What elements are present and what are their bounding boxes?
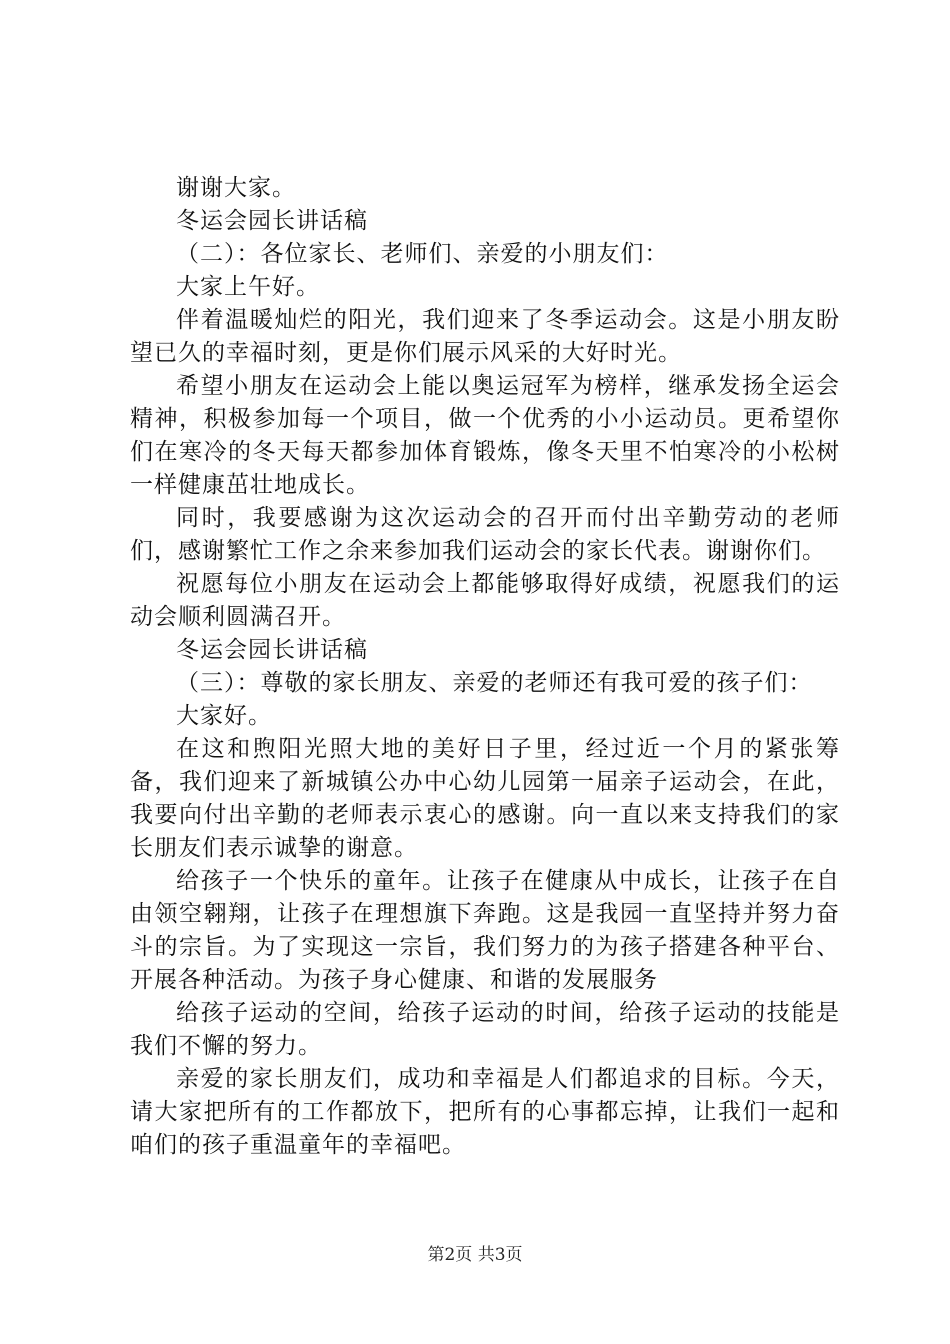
paragraph: 谢谢大家。 [176,175,296,201]
paragraph: 希望小朋友在运动会上能以奥运冠军为榜样，继承发扬全运会精神，积极参加每一个项目，做一个优秀的小小运动员。更希望你们在寒冷的冬天每天都参加体育锻炼，像冬天里不怕寒冷的小松树一样健康茁壮地成长。 [130,373,840,498]
page-number-footer: 第2页 共3页 [427,1245,523,1265]
section-subheading: （二）：各位家长、老师们、亲爱的小朋友们： [176,241,669,267]
paragraph: 大家好。 [176,703,272,729]
section-subheading: （三）：尊敬的家长朋友、亲爱的老师还有我可爱的孩子们： [176,670,813,696]
paragraph: 大家上午好。 [176,274,320,300]
document-body [130,172,840,1162]
paragraph: 给孩子运动的空间，给孩子运动的时间，给孩子运动的技能是我们不懈的努力。 [130,1000,840,1059]
paragraph: 在这和煦阳光照大地的美好日子里，经过近一个月的紧张筹备，我们迎来了新城镇公办中心幼儿园第一届亲子运动会，在此，我要向付出辛勤的老师表示衷心的感谢。向一直以来支持我们的家长朋友们表示诚挚的谢意。 [130,736,840,861]
paragraph: 给孩子一个快乐的童年。让孩子在健康从中成长，让孩子在自由领空翱翔，让孩子在理想旗下奔跑。这是我园一直坚持并努力奋斗的宗旨。为了实现这一宗旨，我们努力的为孩子搭建各种平台、开展各种活动。为孩子身心健康、和谐的发展服务 [130,868,840,993]
paragraph: 伴着温暖灿烂的阳光，我们迎来了冬季运动会。这是小朋友盼望已久的幸福时刻，更是你们展示风采的大好时光。 [130,307,840,366]
section-heading: 冬运会园长讲话稿 [176,637,368,663]
paragraph: 同时，我要感谢为这次运动会的召开而付出辛勤劳动的老师们，感谢繁忙工作之余来参加我们运动会的家长代表。谢谢你们。 [130,505,840,564]
paragraph: 祝愿每位小朋友在运动会上都能够取得好成绩，祝愿我们的运动会顺利圆满召开。 [130,571,840,630]
paragraph: 亲爱的家长朋友们，成功和幸福是人们都追求的目标。今天，请大家把所有的工作都放下，把所有的心事都忘掉，让我们一起和咱们的孩子重温童年的幸福吧。 [130,1066,840,1158]
section-heading: 冬运会园长讲话稿 [176,208,368,234]
